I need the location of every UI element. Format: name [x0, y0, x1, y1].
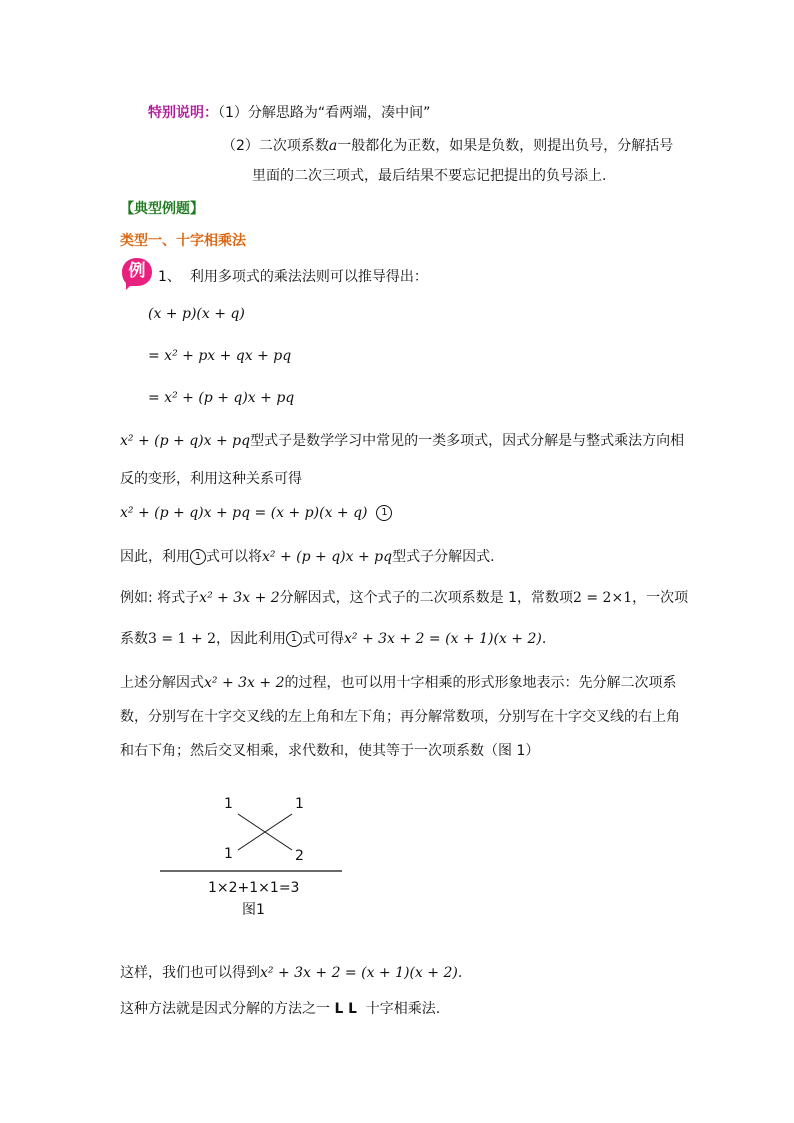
example-intro-text: 利用多项式的乘法法则可以推导得出： [189, 269, 428, 285]
paragraph-5-text-a: 这样，我们也可以得到 [120, 965, 260, 981]
example-badge-label: 例 [128, 261, 146, 281]
type-heading: 类型一、十字相乘法 [120, 233, 246, 249]
example-badge [120, 256, 154, 290]
note-item-2-text-b: 一般都化为正数，如果是负数，则提出负号，分解括号 [337, 138, 674, 154]
example-intro [158, 266, 428, 286]
paragraph-1-formula: x² + (p + q)x + pq [120, 433, 251, 449]
paragraph-5 [120, 962, 462, 982]
paragraph-3-formula-1: x² + 3x + 2 [199, 590, 280, 606]
section-heading: 【典型例题】 [120, 201, 204, 217]
example-number: 1、 [158, 269, 181, 285]
paragraph-3-text-f: 式可得 [301, 631, 344, 647]
paragraph-3-text-b: 分解因式，这个式子的二次项系数是 1，常数项 [279, 590, 574, 606]
paragraph-2-text-b: 式可以将 [206, 549, 262, 565]
paragraph-6 [120, 998, 440, 1018]
paragraph-4-formula: x² + 3x + 2 [204, 675, 285, 691]
paragraph-3-text-c: ，一次项 [632, 590, 689, 606]
paragraph-4-text-b: 的过程，也可以用十字相乘的形式形象地表示：先分解二次项系 [284, 675, 677, 691]
special-note [148, 102, 430, 122]
paragraph-3-text-a: 例如: 将式子 [120, 590, 200, 606]
derivation-step-3: = x² + (p + q)x + pq [148, 390, 295, 406]
paragraph-6-text-b: 十字相乘法. [365, 1001, 441, 1017]
paragraph-3-text-g: . [541, 631, 547, 647]
derivation-step-1: (x + p)(x + q) [148, 306, 245, 322]
paragraph-1-text: 型式子是数学学习中常见的一类多项式，因式分解是与整式乘法方向相 [250, 433, 685, 449]
paragraph-5-text-b: . [457, 965, 463, 981]
identity-circled-mark: 1 [376, 505, 392, 521]
note-item-1: （1）分解思路为“看两端，凑中间” [218, 105, 431, 121]
note-item-2-continued: 里面的二次三项式，最后结果不要忘记把提出的负号添上. [252, 168, 607, 184]
paragraph-1-line-2: 反的变形，利用这种关系可得 [120, 471, 302, 487]
paragraph-4-line-2: 数，分别写在十字交叉线的左上角和左下角；再分解常数项，分别写在十字交叉线的右上角 [120, 709, 680, 725]
figure-caption: 图1 [242, 902, 265, 918]
note-item-2-var: a [328, 138, 338, 154]
paragraph-2-formula: x² + (p + q)x + pq [262, 549, 393, 565]
identity-formula: x² + (p + q)x + pq = (x + p)(x + q) [120, 505, 368, 521]
paragraph-3-line-2 [120, 628, 546, 648]
figure-bottom-right: 2 [295, 848, 304, 864]
paragraph-2 [120, 546, 495, 566]
paragraph-2-text-a: 因此，利用 [120, 549, 190, 565]
paragraph-2-text-c: 型式子分解因式. [392, 549, 495, 565]
figure-bottom-left: 1 [224, 846, 233, 862]
paragraph-6-text-a: 这种方法就是因式分解的方法之一 [120, 1001, 330, 1017]
paragraph-1 [120, 430, 684, 450]
figure-top-right: 1 [295, 796, 304, 812]
figure-top-left: 1 [224, 796, 233, 812]
note-item-2-text-a: （2）二次项系数 [222, 138, 329, 154]
cross-multiplication-figure [150, 788, 350, 918]
paragraph-3-text-d: 系数 [120, 631, 148, 647]
paragraph-4 [120, 672, 676, 692]
special-note-label: 特别说明： [148, 105, 218, 121]
paragraph-5-formula: x² + 3x + 2 = (x + 1)(x + 2) [260, 965, 458, 981]
paragraph-4-line-3: 和右下角；然后交叉相乘，求代数和，使其等于一次项系数（图 1） [120, 743, 540, 759]
paragraph-3-text-e: ，因此利用 [215, 631, 286, 647]
derivation-step-2: = x² + px + qx + pq [148, 348, 292, 364]
paragraph-2-circled-mark: 1 [190, 549, 206, 565]
paragraph-3-formula-3: 3 = 1 + 2 [148, 631, 216, 647]
paragraph-4-text-a: 上述分解因式 [120, 675, 204, 691]
paragraph-3-formula-2: 2 = 2×1 [573, 590, 633, 606]
paragraph-6-dash: ᒪ ᒪ [334, 1001, 357, 1017]
paragraph-3-circled-mark: 1 [286, 631, 302, 647]
paragraph-3 [120, 587, 688, 607]
note-item-2 [222, 135, 673, 155]
paragraph-3-formula-4: x² + 3x + 2 = (x + 1)(x + 2) [343, 631, 542, 647]
figure-sum: 1×2+1×1=3 [208, 880, 300, 896]
identity [120, 505, 392, 521]
